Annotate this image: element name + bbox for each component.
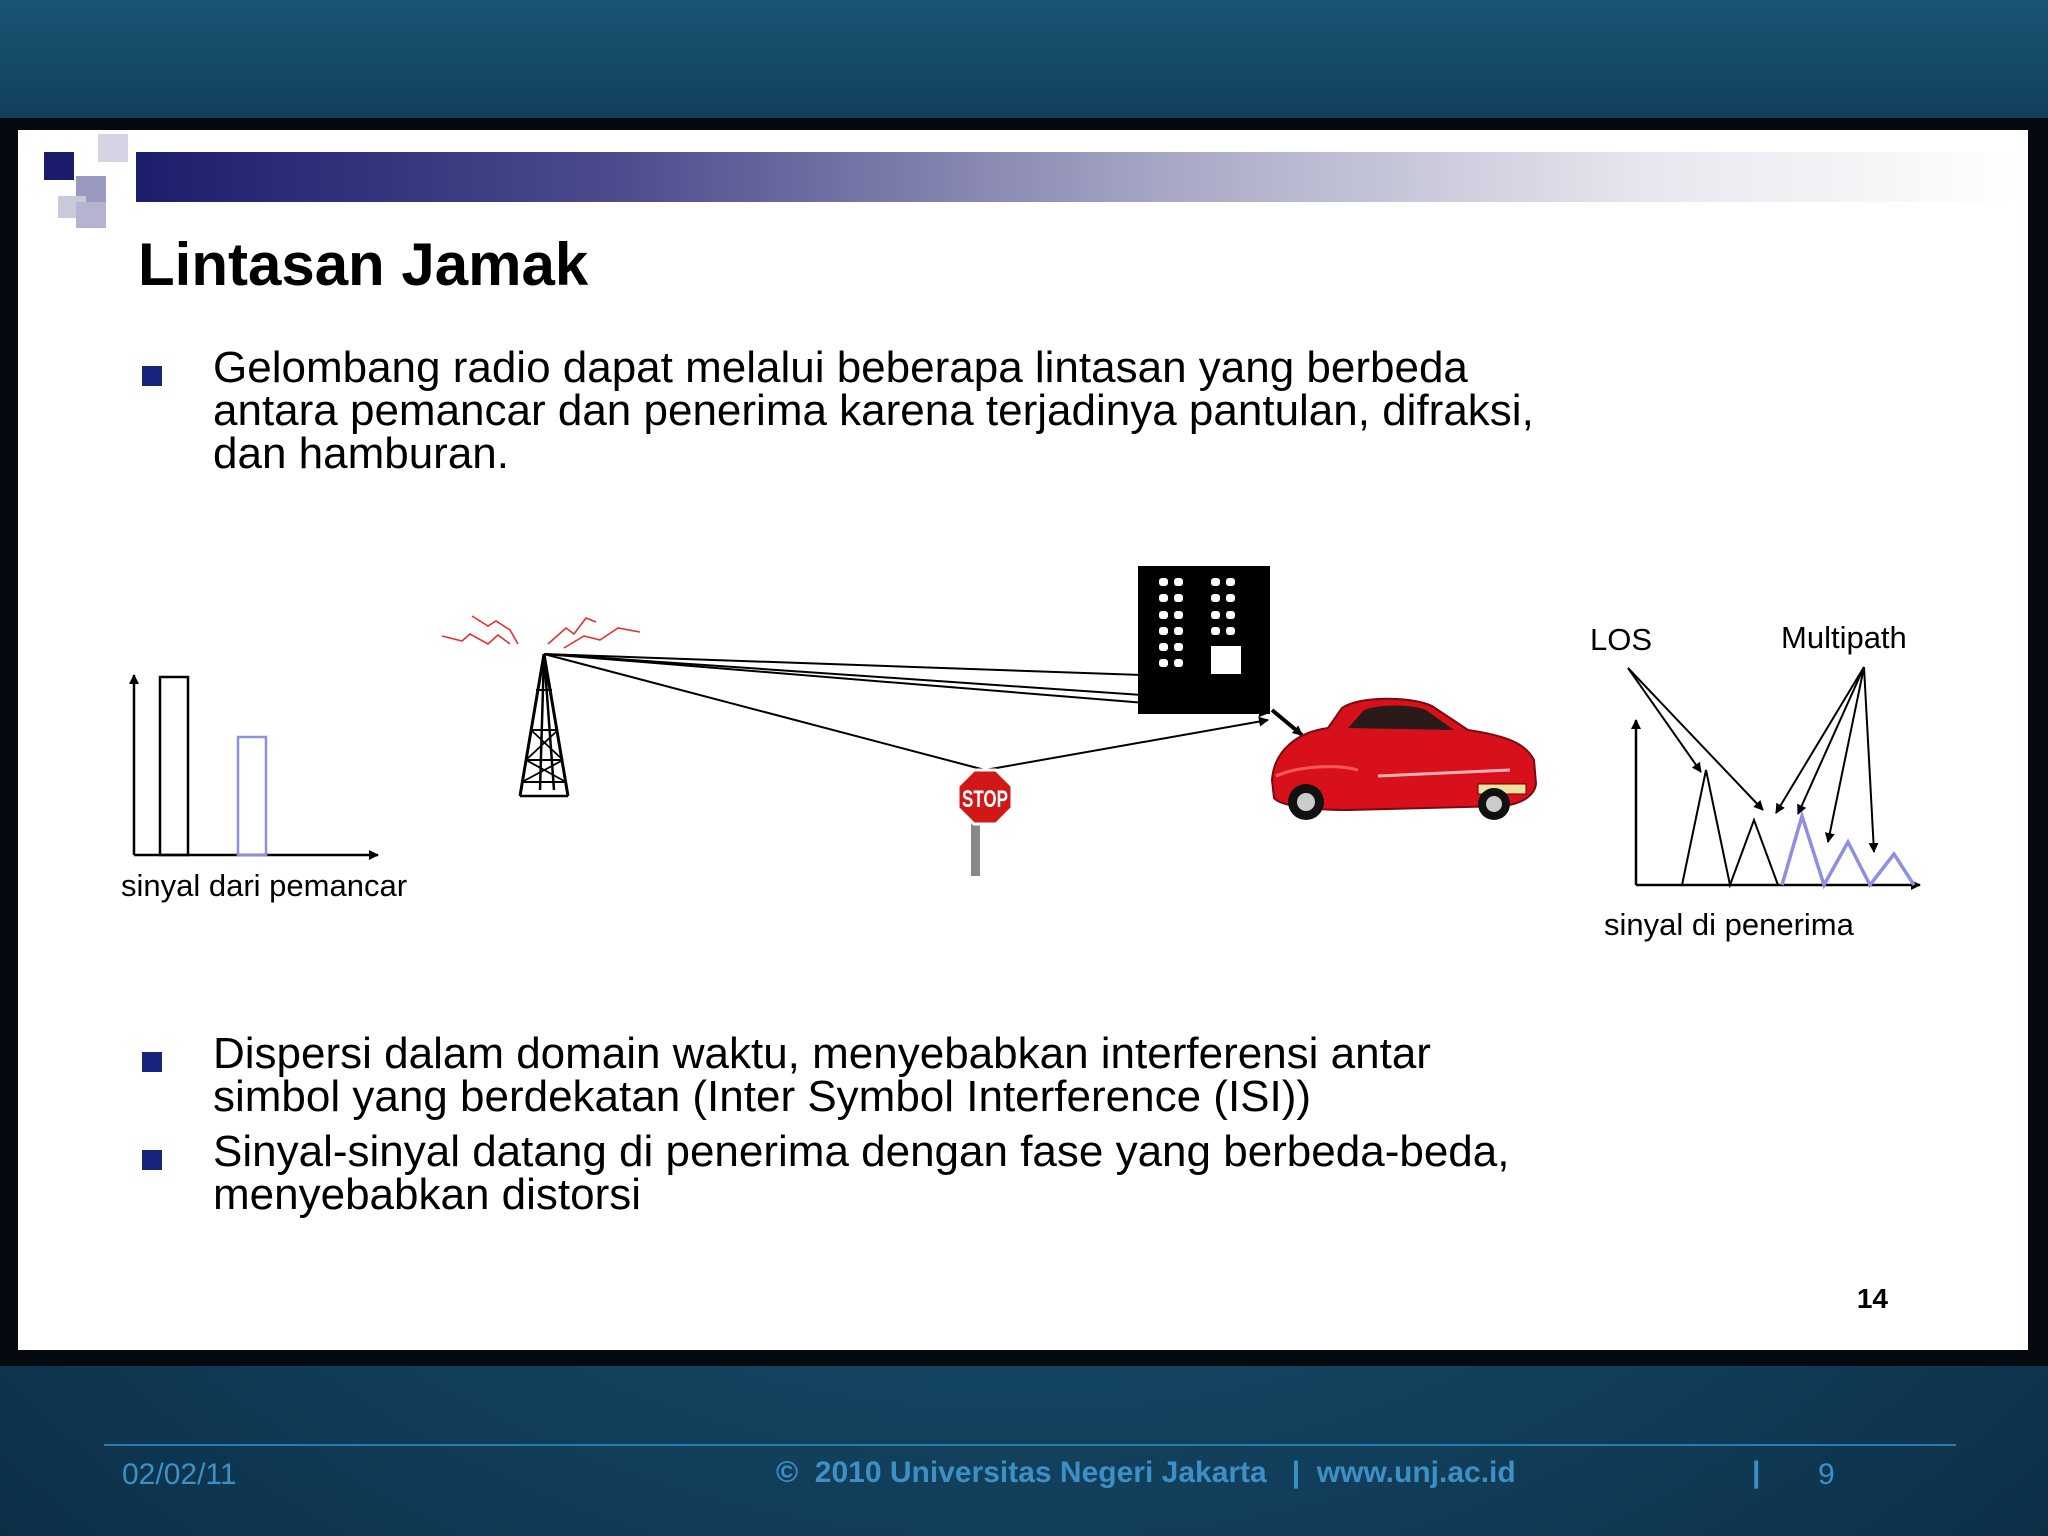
bullet-line: Gelombang radio dapat melalui beberapa lintasan yang berbeda <box>213 343 1468 392</box>
background-top <box>0 0 2048 120</box>
slide-title: Lintasan Jamak <box>138 231 589 298</box>
footer-date: 02/02/11 <box>122 1458 237 1491</box>
tx-pulse-echo <box>238 737 266 855</box>
bullet-line: Sinyal-sinyal datang di penerima dengan fase yang berbeda-beda, <box>213 1127 1510 1176</box>
bullet-line: antara pemancar dan penerima karena terjadinya pantulan, difraksi, <box>213 386 1534 435</box>
footer-divider <box>104 1444 1956 1446</box>
slide-page-number: 14 <box>1856 1283 1888 1314</box>
bullet-text <box>213 1127 1510 1219</box>
bullet-marker <box>142 1150 162 1170</box>
bullet-line: menyebabkan distorsi <box>213 1170 642 1219</box>
car-icon <box>1272 699 1536 820</box>
slide <box>18 130 2028 1350</box>
stop-sign-icon <box>958 770 1012 876</box>
stop-sign-text: STOP <box>962 786 1008 813</box>
rx-signal-plot <box>1590 620 1920 942</box>
los-label: LOS <box>1590 622 1653 657</box>
antenna-tower-icon <box>442 616 640 796</box>
bullet-marker <box>142 1052 162 1072</box>
rx-signal-label: sinyal di penerima <box>1604 907 1854 942</box>
footer-separator: | <box>1752 1456 1761 1489</box>
footer-copyright: © 2010 Universitas Negeri Jakarta | www.unj.ac.id <box>776 1456 1516 1489</box>
tx-signal-label: sinyal dari pemancar <box>121 868 408 903</box>
bullet-line: Dispersi dalam domain waktu, menyebabkan interferensi antar <box>213 1029 1431 1078</box>
building-icon <box>1138 566 1270 714</box>
rx-los-pulse <box>1682 770 1778 885</box>
tx-signal-plot <box>121 675 407 903</box>
tx-pulse <box>160 677 188 855</box>
bullet-text <box>213 1029 1431 1121</box>
footer-page-number: 9 <box>1818 1458 1835 1491</box>
rx-multipath-pulses <box>1782 816 1914 885</box>
multipath-label: Multipath <box>1781 620 1907 655</box>
bullet-line: simbol yang berdekatan (Inter Symbol Interference (ISI)) <box>213 1072 1312 1121</box>
bullet-line: dan hamburan. <box>213 429 509 478</box>
